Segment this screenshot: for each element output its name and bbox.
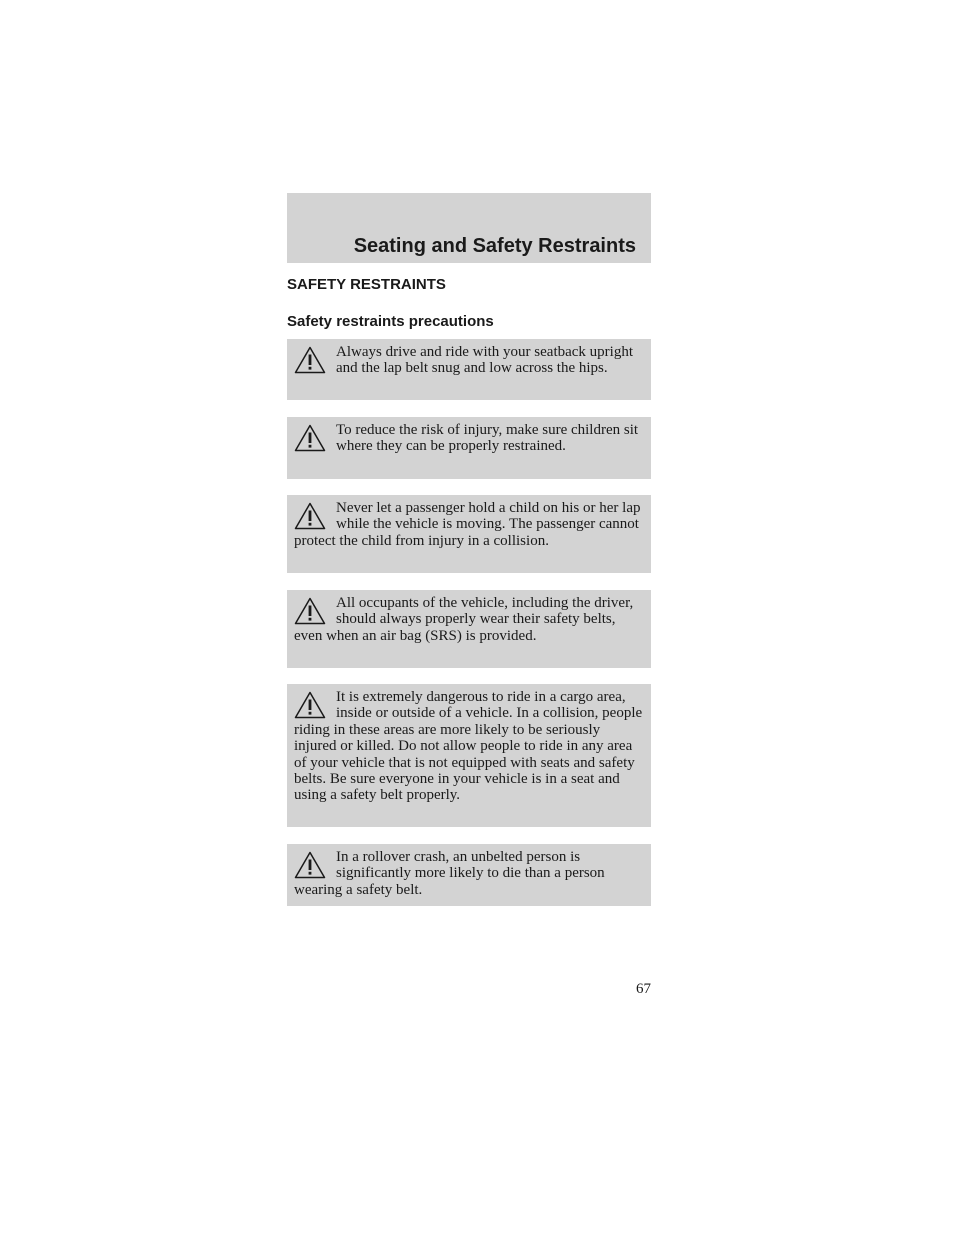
warning-box — [287, 844, 651, 906]
warning-triangle-icon — [294, 424, 326, 452]
warning-triangle-icon — [294, 346, 326, 374]
warning-box — [287, 417, 651, 479]
warning-text: It is extremely dangerous to ride in a cargo area, inside or outside of a vehicle. In a collision, people riding in these areas are more likely to be seriously injured or killed. Do not allow people to ride in any area of your vehicle that is not equipped with seats and safety belts. Be sure everyone in your vehicle is in a seat and using a safety belt properly. — [294, 689, 643, 804]
warning-triangle-icon — [294, 597, 326, 625]
warning-text: All occupants of the vehicle, including the driver, should always properly wear their safety belts, even when an air bag (SRS) is provided. — [294, 595, 634, 644]
warning-box — [287, 495, 651, 573]
warning-text: To reduce the risk of injury, make sure children sit where they can be properly restrained. — [336, 422, 639, 455]
section-header-band — [287, 193, 651, 263]
chapter-title: Seating and Safety Restraints — [353, 235, 636, 257]
subsection-heading: Safety restraints precautions — [287, 313, 494, 330]
warning-box — [287, 339, 651, 400]
warning-triangle-icon — [294, 851, 326, 879]
page-number: 67 — [636, 981, 651, 997]
warning-box — [287, 590, 651, 668]
warning-text: Always drive and ride with your seatback upright and the lap belt snug and low across the hips. — [336, 344, 634, 377]
warning-text: In a rollover crash, an unbelted person is significantly more likely to die than a person wearing a safety belt. — [294, 849, 605, 898]
warning-box — [287, 684, 651, 827]
warning-triangle-icon — [294, 691, 326, 719]
warning-text: Never let a passenger hold a child on his or her lap while the vehicle is moving. The passenger cannot protect the child from injury in a collision. — [294, 500, 641, 549]
section-heading: SAFETY RESTRAINTS — [287, 276, 446, 293]
warning-triangle-icon — [294, 502, 326, 530]
